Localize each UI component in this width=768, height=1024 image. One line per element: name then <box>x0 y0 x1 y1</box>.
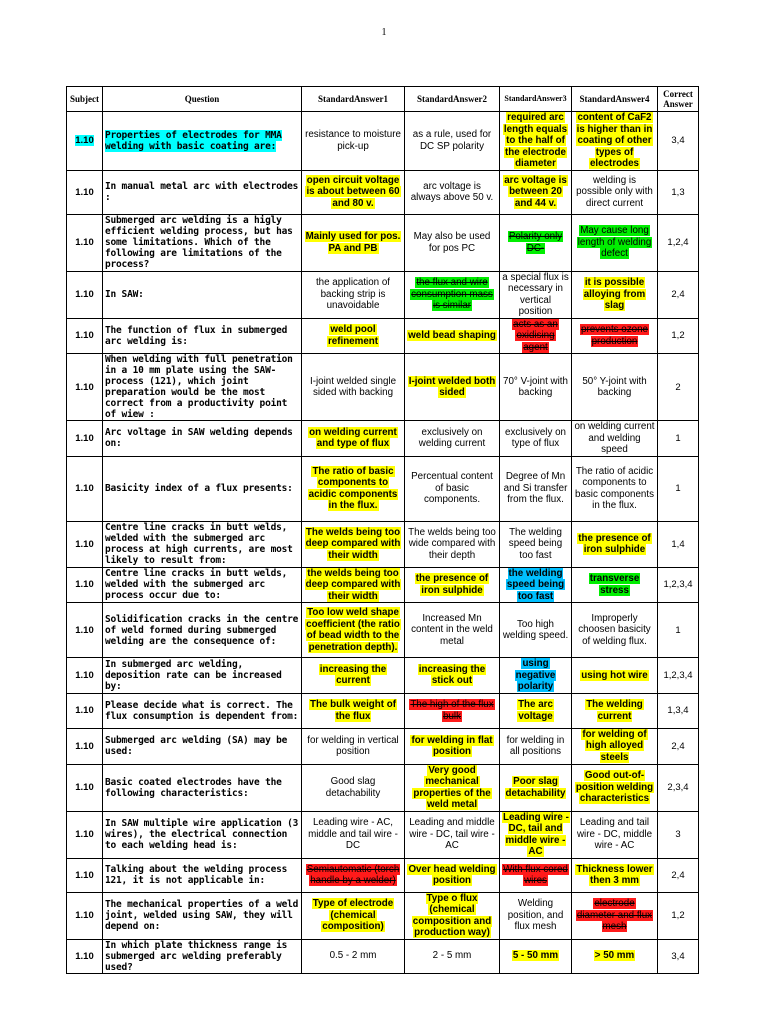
answer-text: increasing the current <box>319 663 387 687</box>
subject-cell: 1.10 <box>67 271 103 318</box>
answer3-cell <box>500 318 572 354</box>
question-cell: Please decide what is correct. The flux consumption is dependent from: <box>103 693 302 728</box>
correct-cell: 1,2 <box>658 318 699 354</box>
subject-cell: 1.10 <box>67 693 103 728</box>
answer-text: using negative polarity <box>515 658 556 692</box>
answer-text: 0.5 - 2 mm <box>329 950 377 962</box>
answer-text: Type o flux (chemical composition and production way) <box>412 892 492 938</box>
subject-cell: 1.10 <box>67 658 103 694</box>
answer-text: Type of electrode (chemical composition) <box>312 898 394 933</box>
question-cell: In SAW: <box>103 271 302 318</box>
answer-text: transverse stress <box>589 573 640 596</box>
answer-text: acts as an oxidising agent <box>513 318 558 353</box>
answer-text: Degree of Mn and Si transfer from the flux. <box>503 471 568 506</box>
answer-text: using hot wire <box>581 669 648 681</box>
correct-cell: 1 <box>658 603 699 658</box>
answer-text: Poor slag detachability <box>505 776 566 799</box>
answer3-cell <box>500 567 572 603</box>
answer3-cell <box>500 456 572 521</box>
answer-text: arc voltage is between 20 and 44 v. <box>504 174 567 209</box>
answer4-cell <box>572 214 658 271</box>
correct-cell: 1,3,4 <box>658 693 699 728</box>
subject-cell: 1.10 <box>67 318 103 354</box>
subject-cell: 1.10 <box>67 939 103 973</box>
answer-text: resistance to moisture pick-up <box>305 129 401 152</box>
answer-text: The welding current <box>586 699 643 722</box>
answer2-cell <box>405 693 500 728</box>
question-table <box>66 86 699 974</box>
answer-text: May also be used for pos PC <box>413 231 491 254</box>
subject-cell: 1.10 <box>67 858 103 892</box>
answer1-cell <box>302 939 405 973</box>
answer-text: Too low weld shape coefficient (the ratio of bead width to the penetration depth). <box>306 607 400 653</box>
answer2-cell <box>405 421 500 457</box>
answer4-cell <box>572 170 658 214</box>
answer-text: The arc voltage <box>518 699 553 722</box>
correct-cell: 2,4 <box>658 271 699 318</box>
answer4-cell <box>572 939 658 973</box>
answer2-cell <box>405 354 500 421</box>
answer-text: it is possible alloying from slag <box>583 277 646 312</box>
answer-text: The high of the flux bulk <box>410 699 494 722</box>
correct-cell: 2,3,4 <box>658 764 699 811</box>
subject-cell: 1.10 <box>67 567 103 603</box>
answer3-cell <box>500 521 572 567</box>
answer3-cell <box>500 939 572 973</box>
answer-text: exclusively on welding current <box>418 426 486 450</box>
answer4-cell <box>572 658 658 694</box>
answer1-cell <box>302 811 405 858</box>
answer1-cell <box>302 521 405 567</box>
answer4-cell <box>572 421 658 457</box>
answer3-cell <box>500 658 572 694</box>
correct-cell: 1 <box>658 456 699 521</box>
answer-text: a special flux is necessary in vertical position <box>502 271 569 317</box>
header-answer3: StandardAnswer3 <box>500 87 572 112</box>
answer-text: Leading and middle wire - DC, tail wire - AC <box>409 817 495 852</box>
table-row <box>67 728 699 764</box>
answer4-cell <box>572 764 658 811</box>
answer-text: on welding current and type of flux <box>309 426 397 450</box>
table-row <box>67 892 699 939</box>
answer-text: Percentual content of basic components. <box>411 471 493 506</box>
table-row <box>67 603 699 658</box>
answer4-cell <box>572 112 658 171</box>
answer-text: for welding in all positions <box>506 734 565 757</box>
answer3-cell <box>500 170 572 214</box>
answer-text: 5 - 50 mm <box>512 950 559 962</box>
answer1-cell <box>302 456 405 521</box>
answer2-cell <box>405 658 500 694</box>
answer-text: Increased Mn content in the weld metal <box>411 612 493 647</box>
answer2-cell <box>405 318 500 354</box>
answer-text: Mainly used for pos. PA and PB <box>305 231 401 254</box>
question-cell: The mechanical properties of a weld joint, welded using SAW, they will depend on: <box>103 892 302 939</box>
table-row <box>67 764 699 811</box>
subject-cell: 1.10 <box>67 811 103 858</box>
answer1-cell <box>302 112 405 171</box>
subject-cell: 1.10 <box>67 521 103 567</box>
question-cell: The function of flux in submerged arc welding is: <box>103 318 302 354</box>
answer-text: I-joint welded both sided <box>408 375 496 398</box>
subject-cell: 1.10 <box>67 728 103 764</box>
table-row <box>67 214 699 271</box>
answer4-cell <box>572 693 658 728</box>
table-row <box>67 658 699 694</box>
subject-cell: 1.10 <box>67 354 103 421</box>
answer-text: The bulk weight of the flux <box>310 699 396 722</box>
answer-text: the application of backing strip is unavoidable <box>315 277 391 312</box>
answer4-cell <box>572 728 658 764</box>
answer-text: The ratio of basic components to acidic components in the flux. <box>308 465 398 511</box>
answer-text: for welding in vertical position <box>307 734 399 757</box>
correct-cell: 2 <box>658 354 699 421</box>
answer2-cell <box>405 892 500 939</box>
answer4-cell <box>572 521 658 567</box>
correct-cell: 1,2,3,4 <box>658 567 699 603</box>
answer2-cell <box>405 456 500 521</box>
subject-cell: 1.10 <box>67 456 103 521</box>
question-cell: Centre line cracks in butt welds, welded with the submerged arc process at high currents, are most likely to result from: <box>103 521 302 567</box>
answer-text: The welds being too deep compared with their width <box>305 526 401 561</box>
answer-text: 2 - 5 mm <box>432 950 472 962</box>
question-cell: Submerged arc welding (SA) may be used: <box>103 728 302 764</box>
answer1-cell <box>302 892 405 939</box>
correct-cell: 1,2,3,4 <box>658 658 699 694</box>
question-cell: Arc voltage in SAW welding depends on: <box>103 421 302 457</box>
header-question: Question <box>103 87 302 112</box>
answer-text: as a rule, used for DC SP polarity <box>412 129 492 152</box>
question-cell: Solidification cracks in the centre of weld formed during submerged welding are the consequence of: <box>103 603 302 658</box>
answer-text: Good slag detachability <box>325 776 381 799</box>
answer2-cell <box>405 567 500 603</box>
answer-text: > 50 mm <box>594 950 635 962</box>
answer-text: prevents ozone production <box>581 324 648 347</box>
answer2-cell <box>405 811 500 858</box>
answer4-cell <box>572 271 658 318</box>
header-row <box>67 87 699 112</box>
table-row <box>67 693 699 728</box>
answer-text: Very good mechanical properties of the weld metal <box>413 764 491 810</box>
answer4-cell <box>572 567 658 603</box>
table-row <box>67 567 699 603</box>
answer-text: The welding speed being too fast <box>508 526 563 561</box>
answer1-cell <box>302 658 405 694</box>
answer-text: Over head welding position <box>408 863 496 886</box>
subject-cell: 1.10 <box>67 214 103 271</box>
answer4-cell <box>572 892 658 939</box>
answer-text: Good out-of-position welding characteristics <box>575 770 654 805</box>
answer-text: Thickness lower then 3 mm <box>576 863 653 886</box>
answer-text: May cause long length of welding defect <box>577 225 652 260</box>
table-row <box>67 170 699 214</box>
answer-text: Semiautomatic (torch handle by a welder) <box>306 863 400 886</box>
question-cell: When welding with full penetration in a 10 mm plate using the SAW-process (121), which joint preparation would be the most correct from a productivity point of wiew : <box>103 354 302 421</box>
answer1-cell <box>302 318 405 354</box>
table-row <box>67 421 699 457</box>
answer1-cell <box>302 354 405 421</box>
answer1-cell <box>302 421 405 457</box>
question-cell: In manual metal arc with electrodes : <box>103 170 302 214</box>
answer2-cell <box>405 858 500 892</box>
question-cell: Centre line cracks in butt welds, welded with the submerged arc process occur due to: <box>103 567 302 603</box>
answer3-cell <box>500 892 572 939</box>
answer-text: on welding current and welding speed <box>574 421 655 455</box>
subject-cell: 1.10 <box>67 603 103 658</box>
answer3-cell <box>500 811 572 858</box>
correct-cell: 3 <box>658 811 699 858</box>
table-row <box>67 521 699 567</box>
answer2-cell <box>405 728 500 764</box>
answer-text: weld bead shaping <box>408 330 496 341</box>
answer-text: arc voltage is always above 50 v. <box>410 180 494 203</box>
subject-cell: 1.10 <box>67 170 103 214</box>
answer-text: the welding speed being too fast <box>506 567 565 602</box>
question-cell: Basicity index of a flux presents: <box>103 456 302 521</box>
answer3-cell <box>500 271 572 318</box>
answer2-cell <box>405 112 500 171</box>
answer1-cell <box>302 214 405 271</box>
answer3-cell <box>500 764 572 811</box>
header-answer2: StandardAnswer2 <box>405 87 500 112</box>
correct-cell: 1 <box>658 421 699 457</box>
answer3-cell <box>500 728 572 764</box>
correct-cell: 1,4 <box>658 521 699 567</box>
answer-text: for welding in flat position <box>411 734 493 757</box>
answer-text: the presence of iron sulphide <box>578 532 651 555</box>
answer3-cell <box>500 112 572 171</box>
answer2-cell <box>405 603 500 658</box>
answer3-cell <box>500 693 572 728</box>
answer4-cell <box>572 811 658 858</box>
answer-text: Leading wire - DC, tail and middle wire - AC <box>503 811 569 857</box>
answer-text: Leading and tail wire - DC, middle wire - AC <box>576 817 653 852</box>
answer1-cell <box>302 764 405 811</box>
answer1-cell <box>302 271 405 318</box>
subject-cell: 1.10 <box>67 892 103 939</box>
answer2-cell <box>405 271 500 318</box>
table-row <box>67 858 699 892</box>
answer-text: open circuit voltage is about between 60 and 80 v. <box>306 174 400 209</box>
answer-text: weld pool refinement <box>327 324 379 347</box>
table-row <box>67 112 699 171</box>
table-row <box>67 271 699 318</box>
answer-text: electrode diameter and flux mesh <box>576 898 653 933</box>
answer4-cell <box>572 456 658 521</box>
question-cell: Submerged arc welding is a higly efficient welding process, but has some limitations. Which of the following are limitations of the process? <box>103 214 302 271</box>
answer3-cell <box>500 421 572 457</box>
question-cell: In SAW multiple wire application (3 wires), the electrical connection to each welding head is: <box>103 811 302 858</box>
answer-text: required arc length equals to the half of the electrode diameter <box>503 112 568 169</box>
correct-cell: 2,4 <box>658 728 699 764</box>
answer1-cell <box>302 858 405 892</box>
question-text: Properties of electrodes for MMA welding with basic coating are: <box>105 129 282 152</box>
subject-cell: 1.10 <box>67 421 103 457</box>
subject-cell: 1.10 <box>67 764 103 811</box>
answer2-cell <box>405 764 500 811</box>
answer-text: Polarity only DC- <box>508 231 563 254</box>
answer-text: I-joint welded single sided with backing <box>309 375 397 398</box>
answer3-cell <box>500 214 572 271</box>
answer-text: The ratio of acidic components to basic components in the flux. <box>575 465 654 511</box>
answer-text: With flux cored wires <box>503 863 568 886</box>
answer1-cell <box>302 170 405 214</box>
correct-cell: 2,4 <box>658 858 699 892</box>
subject-cell <box>67 112 103 171</box>
answer-text: the welds being too deep compared with their width <box>305 567 401 602</box>
answer4-cell <box>572 603 658 658</box>
page-number: 1 <box>381 27 387 38</box>
answer-text: the presence of iron sulphide <box>415 573 489 596</box>
answer-text: Improperly choosen basicity of welding flux. <box>578 612 651 647</box>
answer1-cell <box>302 567 405 603</box>
question-cell <box>103 112 302 171</box>
correct-cell: 1,3 <box>658 170 699 214</box>
answer-text: the flux and wire consumption mass is similar <box>411 277 493 312</box>
answer-text: 50° Y-joint with backing <box>582 375 647 398</box>
answer2-cell <box>405 214 500 271</box>
answer-text: increasing the stick out <box>418 663 486 687</box>
answer3-cell <box>500 603 572 658</box>
correct-cell: 3,4 <box>658 939 699 973</box>
correct-cell: 3,4 <box>658 112 699 171</box>
answer1-cell <box>302 728 405 764</box>
table-row <box>67 939 699 973</box>
answer2-cell <box>405 521 500 567</box>
answer-text: exclusively on type of flux <box>505 426 566 450</box>
table-row <box>67 354 699 421</box>
header-correct: Correct Answer <box>658 87 699 112</box>
header-answer1: StandardAnswer1 <box>302 87 405 112</box>
question-cell: Talking about the welding process 121, it is not applicable in: <box>103 858 302 892</box>
answer1-cell <box>302 693 405 728</box>
answer-text: The welds being too wide compared with their depth <box>408 526 496 561</box>
table-row <box>67 456 699 521</box>
answer4-cell <box>572 318 658 354</box>
header-answer4: StandardAnswer4 <box>572 87 658 112</box>
correct-cell: 1,2,4 <box>658 214 699 271</box>
answer2-cell <box>405 170 500 214</box>
header-subject: Subject <box>67 87 103 112</box>
answer4-cell <box>572 354 658 421</box>
answer-text: Leading wire - AC, middle and tail wire - DC <box>308 817 398 852</box>
answer1-cell <box>302 603 405 658</box>
answer-text: Too high welding speed. <box>502 618 569 641</box>
question-cell: Basic coated electrodes have the following characteristics: <box>103 764 302 811</box>
answer-text: 70° V-joint with backing <box>503 375 568 398</box>
answer-text: welding is possible only with direct current <box>576 174 653 209</box>
table-row <box>67 318 699 354</box>
question-cell: In which plate thickness range is submerged arc welding preferably used? <box>103 939 302 973</box>
question-cell: In submerged arc welding, deposition rate can be increased by: <box>103 658 302 694</box>
table-row <box>67 811 699 858</box>
answer-text: content of CaF2 is higher than in coating of other types of electrodes <box>576 112 653 169</box>
answer-text: for welding of high alloyed steels <box>582 728 647 763</box>
answer4-cell <box>572 858 658 892</box>
correct-cell: 1,2 <box>658 892 699 939</box>
subject-value: 1.10 <box>75 135 94 147</box>
answer3-cell <box>500 354 572 421</box>
answer2-cell <box>405 939 500 973</box>
answer3-cell <box>500 858 572 892</box>
answer-text: Welding position, and flux mesh <box>507 898 564 933</box>
